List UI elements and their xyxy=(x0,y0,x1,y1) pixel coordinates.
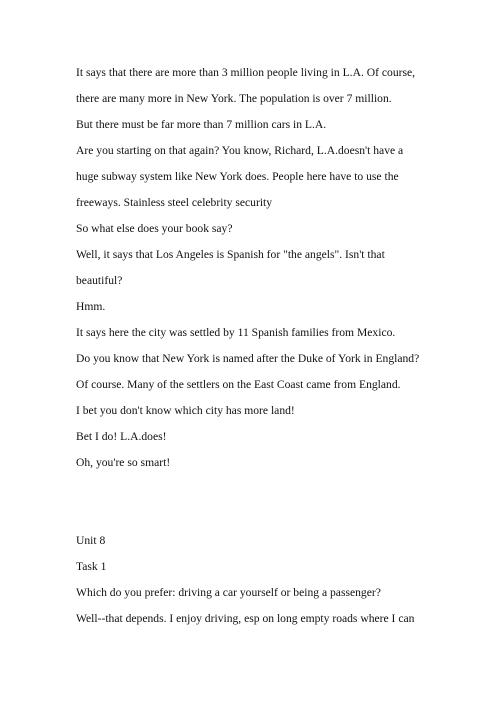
text-line: freeways. Stainless steel celebrity security xyxy=(76,196,273,209)
text-line: Bet I do! L.A.does! xyxy=(76,430,167,443)
text-line: there are many more in New York. The population is over 7 million. xyxy=(76,92,392,105)
text-line: Which do you prefer: driving a car yourself or being a passenger? xyxy=(76,586,381,599)
text-line: Are you starting on that again? You know, Richard, L.A.doesn't have a xyxy=(76,144,404,157)
section-heading: Unit 8 xyxy=(76,534,106,547)
text-line: beautiful? xyxy=(76,274,123,287)
text-line: So what else does your book say? xyxy=(76,222,233,235)
text-line: Oh, you're so smart! xyxy=(76,456,171,469)
task-heading: Task 1 xyxy=(76,560,107,573)
text-line: But there must be far more than 7 million cars in L.A. xyxy=(76,118,327,131)
text-line: Do you know that New York is named after the Duke of York in England? xyxy=(76,352,420,365)
text-line: It says here the city was settled by 11 Spanish families from Mexico. xyxy=(76,326,396,339)
text-line: Hmm. xyxy=(76,300,106,313)
text-line: I bet you don't know which city has more land! xyxy=(76,404,295,417)
text-line: Well--that depends. I enjoy driving, esp on long empty roads where I can xyxy=(76,612,415,625)
text-line: huge subway system like New York does. People here have to use the xyxy=(76,170,399,183)
text-line: Of course. Many of the settlers on the East Coast came from England. xyxy=(76,378,401,391)
text-line: Well, it says that Los Angeles is Spanish for "the angels". Isn't that xyxy=(76,248,385,261)
text-line: It says that there are more than 3 million people living in L.A. Of course, xyxy=(76,66,416,79)
